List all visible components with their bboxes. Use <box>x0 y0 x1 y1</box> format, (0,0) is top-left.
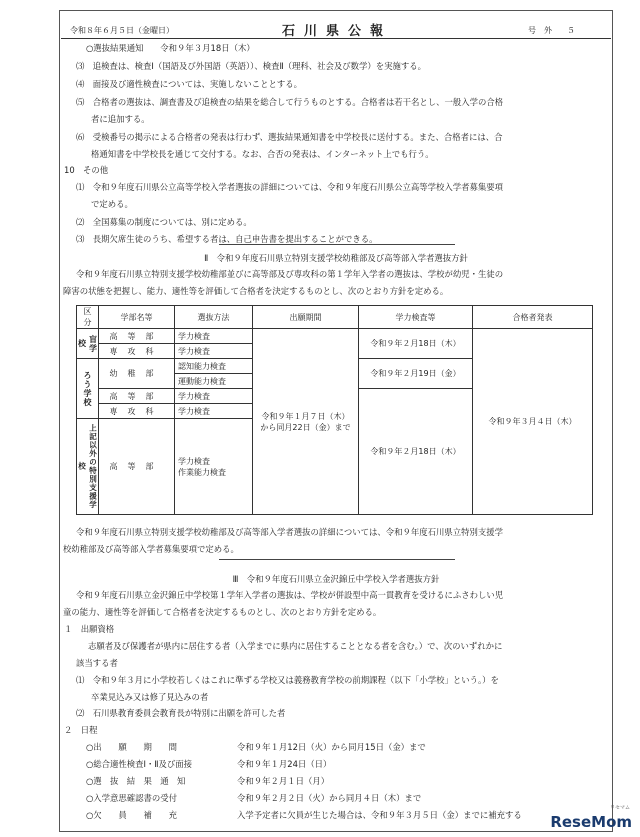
dept-cell: 幼稚部 <box>99 359 175 389</box>
text-line: １ 出願資格 <box>64 624 115 634</box>
text-line: 障害の状態を把握し、能力、適性等を評価して合格者を決定するものとし、次のとおり方針を定める。 <box>63 286 449 296</box>
text-line: 卒業見込み又は修了見込みの者 <box>91 692 209 702</box>
text-line: 志願者及び保護者が県内に居住する者（入学までに県内に居住することとなる者を含む。）で、次のいずれかに <box>88 641 503 651</box>
method-line: 学力検査 <box>178 456 210 466</box>
text-line: 者に追加する。 <box>91 114 150 124</box>
text-line: で定める。 <box>91 199 133 209</box>
page-header <box>70 22 600 38</box>
period-end: から同月22日（金）まで <box>260 422 351 432</box>
text-line: ⑶ 長期欠席生徒のうち、希望する者は、自己申告書を提出することができる。 <box>76 234 378 244</box>
logo-subtext: リセマム <box>610 805 630 811</box>
table-row <box>77 329 593 344</box>
method-cell: 学力検査 <box>175 404 253 419</box>
gazette-title: 石川県公報 <box>282 24 393 39</box>
section-3-heading: Ⅲ 令和９年度石川県立金沢錦丘中学校入学者選抜方針 <box>232 574 440 584</box>
section-2-heading: Ⅱ 令和９年度石川県立特別支援学校幼稚部及び高等部入学者選抜方針 <box>204 253 468 263</box>
exam-date-cell: 令和９年２月18日（木） <box>359 389 473 515</box>
category-blind-school: 盲学校 <box>77 329 99 359</box>
header-method: 選抜方法 <box>175 306 253 329</box>
text-line: ⑸ 合格者の選抜は、調査書及び追検査の結果を総合して行うものとする。合格者は若干名とし、一般入学の合格 <box>76 97 504 107</box>
header-date: 令和８年６月５日（金曜日） <box>70 26 174 35</box>
text-line: ⑹ 受検番号の掲示による合格者の発表は行わず、選抜結果通知書を中学校長に送付する。また、合格者には、合 <box>76 132 503 142</box>
text-line: ⑷ 面接及び適性検査については、実施しないこととする。 <box>76 79 302 89</box>
text-line: ⑶ 追検査は、検査Ⅰ（国語及び外国語（英語））、検査Ⅱ（理科、社会及び数学）を実施する。 <box>76 61 426 71</box>
header-rule <box>61 38 611 39</box>
page-number: ５ <box>567 26 575 35</box>
dept-cell: 高等部 <box>99 389 175 404</box>
schedule-value: 令和９年１月12日（火）から同月15日（金）まで <box>237 742 426 752</box>
text-line: ○選抜結果通知 令和９年３月18日（木） <box>86 43 255 53</box>
text-line: 該当する者 <box>76 658 118 668</box>
schedule-value: 入学予定者に欠員が生じた場合は、令和９年３月５日（金）までに補充する <box>237 810 522 820</box>
schedule-value: 令和９年２月１日（月） <box>237 776 330 786</box>
dept-cell: 専攻科 <box>99 344 175 359</box>
category-other-schools: 上記以外の特別支援学校 <box>77 419 99 515</box>
schedule-label: ○選 抜 結 果 通 知 <box>86 776 186 786</box>
method-cell: 学力検査 <box>175 329 253 344</box>
resemom-logo <box>550 805 632 831</box>
schedule-value: 令和９年２月２日（火）から同月４日（木）まで <box>237 793 422 803</box>
schedule-label: ○出 願 期 間 <box>86 742 178 752</box>
dept-cell: 高等部 <box>99 329 175 344</box>
method-line: 作業能力検査 <box>178 467 226 477</box>
text-line: 格通知書を中学校長を通じて交付する。なお、合否の発表は、インターネット上でも行う。 <box>91 149 434 159</box>
schedule-label: ○総合適性検査Ⅰ・Ⅱ及び面接 <box>86 759 193 769</box>
method-cell: 運動能力検査 <box>175 374 253 389</box>
exam-date-cell: 令和９年２月19日（金） <box>359 359 473 389</box>
text-line: 10 その他 <box>64 165 109 175</box>
text-line: ⑴ 令和９年３月に小学校若しくはこれに準ずる学校又は義務教育学校の前期課程（以下「小学校」という。）を <box>76 675 499 685</box>
header-exam: 学力検査等 <box>359 306 473 329</box>
text-line: 校幼稚部及び高等部入学者募集要項で定める。 <box>63 544 239 554</box>
text-line: 童の能力、適性等を評価して合格者を決定するものとし、次のとおり方針を定める。 <box>63 607 382 617</box>
result-date-cell: 令和９年３月４日（木） <box>473 329 593 515</box>
header-period: 出願期間 <box>253 306 359 329</box>
method-cell: 認知能力検査 <box>175 359 253 374</box>
dept-cell: 高等部 <box>99 419 175 515</box>
table-header-row <box>77 306 593 329</box>
method-cell: 学力検査 <box>175 389 253 404</box>
schedule-label: ○欠 員 補 充 <box>86 810 178 820</box>
text-line: 令和９年度石川県立特別支援学校幼稚部及び高等部入学者選抜の詳細については、令和９年度石川県立特別支援学 <box>76 527 503 537</box>
text-line: ⑵ 全国募集の制度については、別に定める。 <box>76 217 252 227</box>
text-line: 令和９年度石川県立金沢錦丘中学校第１学年入学者の選抜は、学校が併設型中高一貫教育を受けるにふさわしい児 <box>76 590 504 600</box>
period-cell <box>253 329 359 515</box>
text-line: ２ 日程 <box>64 725 98 735</box>
schedule-label: ○入学意思確認書の受付 <box>86 793 178 803</box>
exam-date-cell: 令和９年２月18日（木） <box>359 329 473 359</box>
category-deaf-school: ろう学校 <box>77 359 99 419</box>
selection-table <box>76 305 593 515</box>
header-category: 区分 <box>77 306 99 329</box>
text-line: ⑵ 石川県教育委員会教育長が特別に出願を許可した者 <box>76 708 286 718</box>
method-cell <box>175 419 253 515</box>
logo-text: ReseMom <box>550 813 632 831</box>
dept-cell: 専攻科 <box>99 404 175 419</box>
section-divider <box>219 559 455 560</box>
schedule-value: 令和９年１月24日（日） <box>237 759 332 769</box>
method-cell: 学力検査 <box>175 344 253 359</box>
header-result: 合格者発表 <box>473 306 593 329</box>
header-dept: 学部名等 <box>99 306 175 329</box>
issue-label: 号外 <box>528 26 560 35</box>
text-line: ⑴ 令和９年度石川県公立高等学校入学者選抜の詳細については、令和９年度石川県公立高等学校入学者募集要項 <box>76 182 503 192</box>
section-divider <box>219 244 455 245</box>
text-line: 令和９年度石川県立特別支援学校幼稚部並びに高等部及び専攻科の第１学年入学者の選抜は、学校が幼児・生徒の <box>76 269 504 279</box>
period-start: 令和９年１月７日（木） <box>261 411 350 421</box>
